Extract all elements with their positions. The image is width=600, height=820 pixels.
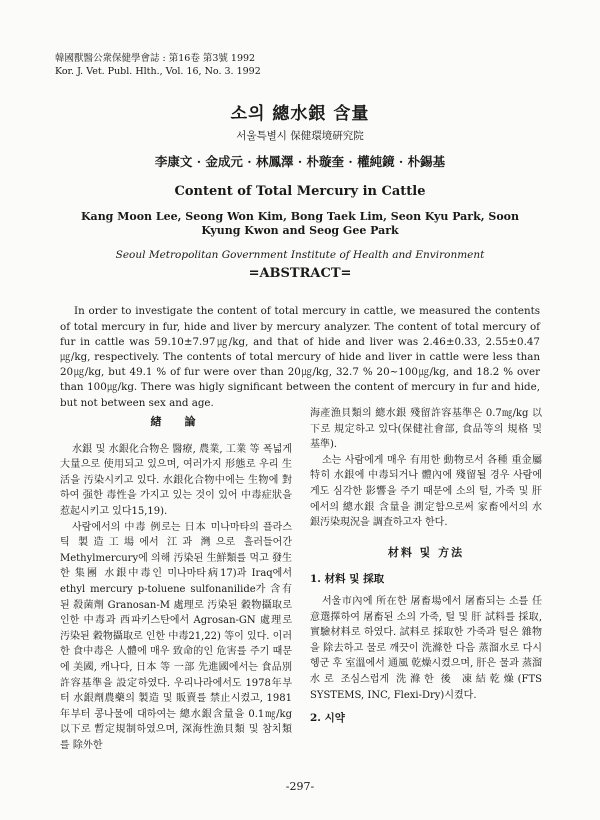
journal-citation-english: Kor. J. Vet. Publ. Hlth., Vol. 16, No. 3. 1992	[55, 66, 261, 77]
right-column	[310, 406, 542, 733]
journal-citation-korean: 韓國獸醫公衆保健學會誌 : 第16卷 第3號 1992	[55, 53, 256, 64]
introduction-heading: 緖 論	[150, 415, 202, 428]
materials-paragraph: 서울市內에 所在한 屠畜場에서 屠畜되는 소를 任意選擇하여 屠畜된 소의 가죽, 털 및 肝 試料를 採取, 實驗材料로 하였다. 試料로 採取한 가죽과 털은 雜物을 除去하고 물로 깨끗이 洗滌한 다음 蒸溜水로 다시 헹군 후 室溫에서 通風 乾燥시켰으며, 肝은 물과 蒸溜水로 조심스럽게 洗滌한 後 凍結乾燥(FTS SYSTEMS, INC, Flexi-Dry)시켰다.	[310, 595, 542, 701]
materials-subheading: 1. 材料 및 採取	[310, 573, 385, 586]
affiliation-korean: 서울특별시 保健環境硏究院	[236, 130, 364, 142]
page-number: -297-	[285, 780, 315, 793]
authors-korean: 李康文 · 金成元 · 林鳳澤 · 朴璇奎 · 權純鏡 · 朴錫基	[154, 154, 446, 169]
methods-heading: 材料 및 方法	[387, 545, 465, 559]
section-gap	[310, 531, 542, 545]
journal-citation	[55, 52, 261, 78]
introduction-paragraph-3: 海產漁貝類의 總水銀 殘留許容基準은 0.7㎎/kg 以下로 規定하고 있다(保健社會部, 食品等의 規格 및 基準).	[310, 408, 542, 451]
affiliation-english: Seoul Metropolitan Government Institute of Health and Environment	[115, 249, 485, 261]
authors-english: Kang Moon Lee, Seong Won Kim, Bong Taek Lim, Seon Kyu Park, Soon Kyung Kwon and Seog Gee Park	[81, 210, 519, 237]
introduction-paragraph-2: 사람에서의 中毒 例로는 日本 미나마타의 플라스틱 製造工場에서 江과 灣으로 흘러들어간 Methylmercury에 의해 汚染된 生鮮類를 먹고 發生한 集團 水銀中毒인 미나마타病17)과 Iraq에서 ethyl mercury p-toluene sulfonanilide가 含有된 殺菌劑 Granosan-M 處理로 汚染된 穀物攝取로 인한 中毒과 西파키스탄에서 Agrosan-GN 處理로 汚染된 穀物攝取로 인한 中毒21,22) 等이 있다. 이러한 食中毒은 人體에 매우 致命的인 危害를 주기 때문에 美國, 캐나다, 日本 等 一部 先進國에서는 食品別許容基準을 設定하였다. 우리나라에서도 1978年부터 水銀劑農藥의 製造 및 販賣를 禁止시켰고, 1981年부터 콩나물에 대하여는 總水銀含量을 0.1㎎/kg 以下로 暫定規制하였으며, 深海性漁貝類 및 참치類를 除外한	[60, 521, 292, 751]
title-english: Content of Total Mercury in Cattle	[174, 184, 426, 199]
title-korean: 소의 總水銀 含量	[230, 104, 370, 124]
introduction-paragraph-1: 水銀 및 水銀化合物은 醫療, 農業, 工業 等 폭넓게 大量으로 使用되고 있으며, 여러가지 形態로 우리 生活을 汚染시키고 있다. 水銀化合物中에는 生物에 對하여 强한 毒性을 가지고 있는 것이 있어 中毒症狀을 惹起시키고 있다15,19).	[60, 443, 292, 517]
reagents-subheading: 2. 시약	[310, 712, 345, 725]
abstract-text: In order to investigate the content of total mercury in cattle, we measured the contents of total mercury in fur, hide and liver by mercury analyzer. The content of total mercury of fur in cattle was 59.10±7.97㎍/kg, and that of hide and liver was 2.46±0.33, 2.55±0.47㎍/kg, respectively. The contents of total mercury of hide and liver in cattle were less than 20㎍/kg, but 49.1 % of fur were over than 20㎍/kg, 32.7 % 20~100㎍/kg, and 18.2 % over than 100㎍/kg. There was higly significant between the content of mercury in fur and hide, but not between sex and age.	[60, 305, 540, 409]
abstract-heading: =ABSTRACT=	[248, 266, 352, 281]
introduction-paragraph-4: 소는 사람에게 매우 有用한 動物로서 各種 重金屬 特히 水銀에 中毒되거나 體內에 殘留될 경우 사람에게도 심각한 影響을 주기 때문에 소의 털, 가죽 및 肝에서의 總水銀 含量을 測定함으로써 家畜에서의 水銀汚染現況을 調査하고자 한다.	[310, 454, 542, 529]
left-column	[60, 414, 292, 753]
